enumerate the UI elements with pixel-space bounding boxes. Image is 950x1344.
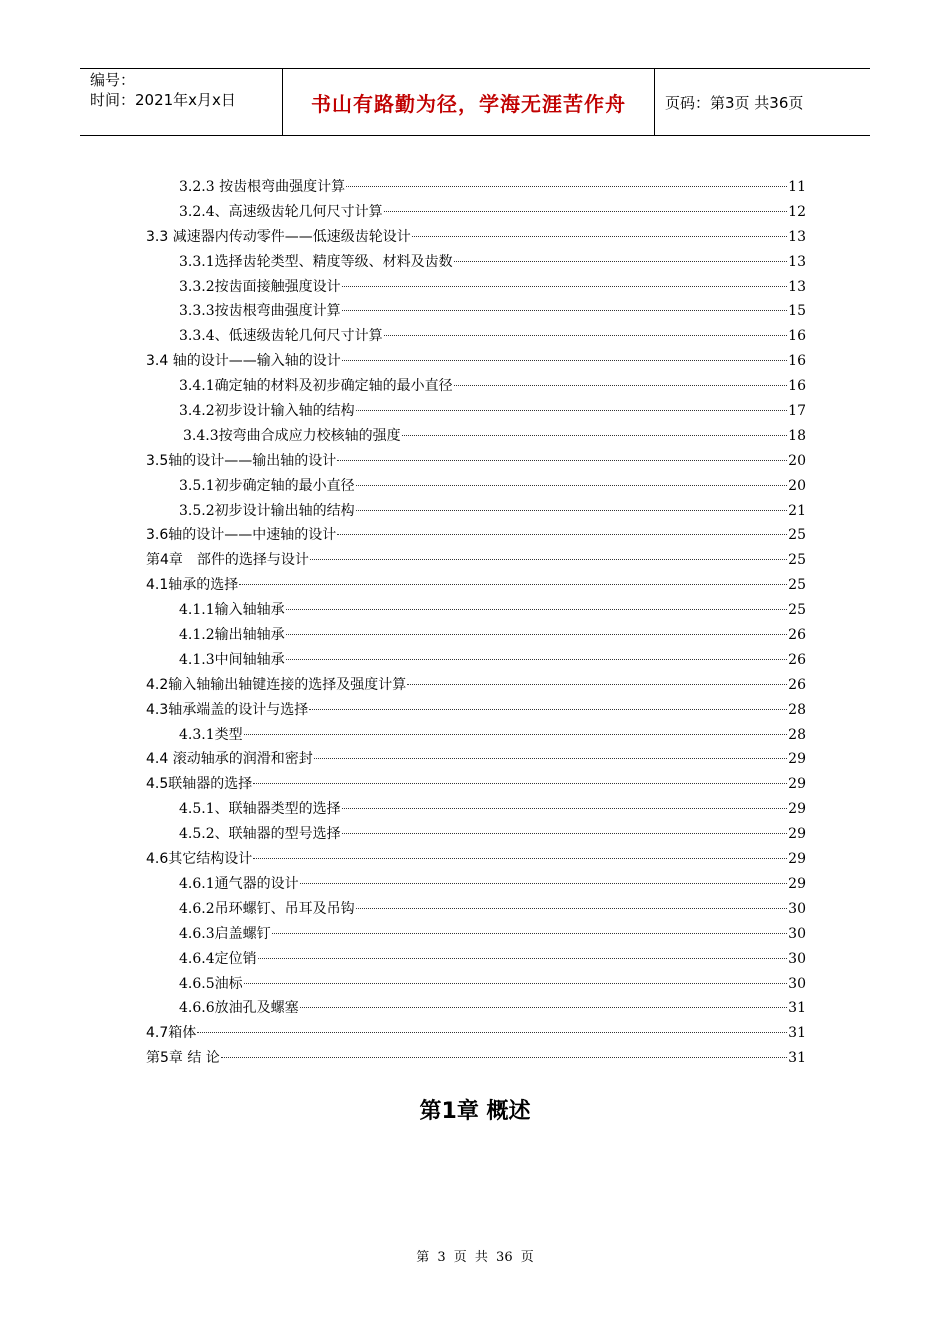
- toc-entry[interactable]: [146, 772, 806, 797]
- toc-entry-page: 31: [788, 1050, 806, 1067]
- toc-entry[interactable]: [146, 175, 806, 200]
- header-motto: 书山有路勤为径，学海无涯苦作舟: [311, 91, 626, 116]
- toc-dot-leader: [221, 1057, 787, 1058]
- toc-entry-title: 4.7箱体: [146, 1025, 197, 1042]
- toc-entry-page: 16: [788, 353, 806, 370]
- header-page-info: 页码：第3页 共36页: [665, 93, 804, 112]
- chapter-heading: 第1章 概述: [419, 1099, 531, 1124]
- toc-dot-leader: [342, 286, 788, 287]
- toc-dot-leader: [310, 559, 787, 560]
- toc-entry-title: 3.6轴的设计——中速轴的设计: [146, 527, 337, 544]
- toc-entry-title: 4.6.2吊环螺钉、吊耳及吊钩: [179, 900, 355, 917]
- toc-dot-leader: [342, 833, 788, 834]
- table-of-contents: [146, 175, 806, 1071]
- toc-entry[interactable]: [146, 548, 806, 573]
- toc-entry-title: 3.4 轴的设计——输入轴的设计: [146, 353, 341, 370]
- toc-entry-page: 18: [788, 427, 806, 444]
- toc-dot-leader: [342, 808, 788, 809]
- toc-entry-title: 3.4.1确定轴的材料及初步确定轴的最小直径: [179, 378, 453, 395]
- toc-entry-title: 4.1.1输入轴轴承: [179, 602, 285, 619]
- toc-entry[interactable]: [146, 648, 806, 673]
- toc-entry[interactable]: [146, 822, 806, 847]
- toc-entry-page: 26: [788, 651, 806, 668]
- toc-entry-page: 31: [788, 1025, 806, 1042]
- toc-entry-page: 16: [788, 378, 806, 395]
- toc-entry-page: 29: [788, 776, 806, 793]
- toc-dot-leader: [244, 983, 788, 984]
- toc-entry-page: 21: [788, 502, 806, 519]
- toc-entry-title: 3.4.2初步设计输入轴的结构: [179, 403, 355, 420]
- toc-entry[interactable]: [146, 474, 806, 499]
- toc-entry-title: 3.3.3按齿根弯曲强度计算: [179, 303, 341, 320]
- toc-entry[interactable]: [146, 324, 806, 349]
- toc-entry[interactable]: [146, 872, 806, 897]
- toc-entry-title: 3.2.3 按齿根弯曲强度计算: [179, 179, 346, 195]
- toc-entry-title: 第5章 结 论: [146, 1050, 220, 1067]
- toc-entry[interactable]: [146, 996, 806, 1021]
- toc-entry-page: 26: [788, 627, 806, 644]
- toc-entry-title: 4.6.6放油孔及螺塞: [179, 1000, 299, 1017]
- toc-entry-title: 第4章 部件的选择与设计: [146, 552, 309, 569]
- toc-entry[interactable]: [146, 747, 806, 772]
- toc-dot-leader: [272, 933, 788, 934]
- toc-entry-page: 25: [788, 602, 806, 619]
- toc-dot-leader: [258, 958, 788, 959]
- toc-entry-page: 11: [788, 179, 806, 195]
- toc-entry-title: 4.5联轴器的选择: [146, 776, 253, 793]
- toc-entry-title: 4.6其它结构设计: [146, 851, 253, 868]
- toc-entry[interactable]: [146, 1021, 806, 1046]
- toc-entry[interactable]: [146, 847, 806, 872]
- toc-entry-title: 4.5.1、联轴器类型的选择: [179, 801, 341, 818]
- toc-dot-leader: [346, 186, 787, 187]
- toc-entry[interactable]: [146, 897, 806, 922]
- toc-entry-title: 4.1轴承的选择: [146, 577, 239, 594]
- toc-dot-leader: [286, 609, 788, 610]
- toc-entry-title: 4.6.1通气器的设计: [179, 875, 299, 892]
- toc-dot-leader: [244, 734, 788, 735]
- toc-entry-page: 16: [788, 328, 806, 345]
- toc-dot-leader: [342, 310, 788, 311]
- toc-entry-title: 3.3.4、低速级齿轮几何尺寸计算: [179, 328, 383, 345]
- toc-dot-leader: [337, 534, 787, 535]
- toc-dot-leader: [300, 883, 788, 884]
- toc-entry-page: 29: [788, 751, 806, 768]
- toc-entry-page: 13: [788, 278, 806, 295]
- toc-dot-leader: [356, 510, 788, 511]
- toc-entry-page: 29: [788, 875, 806, 892]
- toc-dot-leader: [407, 684, 787, 685]
- toc-entry-title: 4.1.2输出轴轴承: [179, 627, 285, 644]
- toc-dot-leader: [384, 335, 788, 336]
- toc-dot-leader: [356, 908, 788, 909]
- toc-entry-title: 4.3轴承端盖的设计与选择: [146, 701, 309, 718]
- toc-entry-page: 13: [788, 253, 806, 270]
- toc-dot-leader: [253, 783, 787, 784]
- toc-entry[interactable]: [146, 225, 806, 250]
- toc-entry-page: 20: [788, 452, 806, 469]
- document-time-label: 时间：2021年x月x日: [90, 91, 236, 109]
- toc-entry-title: 4.2输入轴输出轴键连接的选择及强度计算: [146, 676, 407, 693]
- header-motto-cell: [283, 69, 655, 135]
- toc-dot-leader: [286, 659, 788, 660]
- toc-entry-page: 25: [788, 552, 806, 569]
- toc-dot-leader: [300, 1007, 788, 1008]
- toc-entry-title: 3.5.1初步确定轴的最小直径: [179, 477, 355, 494]
- toc-entry[interactable]: [146, 598, 806, 623]
- toc-entry-title: 3.2.4、高速级齿轮几何尺寸计算: [179, 203, 383, 220]
- toc-entry-title: 4.6.5油标: [179, 975, 243, 992]
- toc-entry[interactable]: [146, 673, 806, 698]
- toc-entry-title: 3.3.1选择齿轮类型、精度等级、材料及齿数: [179, 253, 453, 270]
- toc-entry-page: 29: [788, 851, 806, 868]
- toc-entry-title: 4.6.4定位销: [179, 950, 257, 967]
- toc-dot-leader: [356, 485, 788, 486]
- toc-entry[interactable]: [146, 972, 806, 997]
- toc-entry[interactable]: [146, 299, 806, 324]
- toc-entry-page: 13: [788, 228, 806, 245]
- toc-dot-leader: [337, 460, 787, 461]
- toc-dot-leader: [412, 236, 787, 237]
- toc-dot-leader: [454, 385, 788, 386]
- toc-dot-leader: [253, 858, 787, 859]
- toc-entry[interactable]: [146, 698, 806, 723]
- toc-entry-page: 26: [788, 676, 806, 693]
- toc-entry-page: 12: [788, 203, 806, 220]
- toc-dot-leader: [286, 634, 788, 635]
- toc-entry-page: 25: [788, 527, 806, 544]
- toc-entry-page: 29: [788, 801, 806, 818]
- toc-entry-title: 4.4 滚动轴承的润滑和密封: [146, 751, 313, 768]
- toc-entry[interactable]: [146, 947, 806, 972]
- toc-entry-title: 4.1.3中间轴轴承: [179, 651, 285, 668]
- toc-entry-title: 3.5轴的设计——输出轴的设计: [146, 452, 337, 469]
- toc-entry-page: 31: [788, 1000, 806, 1017]
- toc-entry[interactable]: [146, 424, 806, 449]
- toc-entry[interactable]: [146, 250, 806, 275]
- toc-entry[interactable]: [146, 275, 806, 300]
- toc-entry-page: 30: [788, 950, 806, 967]
- toc-entry-title: 4.6.3启盖螺钉: [179, 925, 271, 942]
- toc-entry-title: 3.3.2按齿面接触强度设计: [179, 278, 341, 295]
- toc-dot-leader: [402, 435, 788, 436]
- toc-entry-page: 28: [788, 726, 806, 743]
- toc-entry-title: 3.4.3按弯曲合成应力校核轴的强度: [183, 427, 401, 444]
- toc-entry[interactable]: [146, 449, 806, 474]
- toc-entry[interactable]: [146, 797, 806, 822]
- toc-entry[interactable]: [146, 573, 806, 598]
- toc-entry-page: 30: [788, 925, 806, 942]
- toc-dot-leader: [356, 410, 788, 411]
- toc-dot-leader: [197, 1032, 787, 1033]
- page-footer: 第 3 页 共 36 页: [416, 1250, 534, 1265]
- toc-entry-page: 30: [788, 975, 806, 992]
- toc-entry-page: 30: [788, 900, 806, 917]
- toc-entry-title: 4.3.1类型: [179, 726, 243, 743]
- toc-entry[interactable]: [146, 200, 806, 225]
- toc-entry[interactable]: [146, 723, 806, 748]
- toc-entry[interactable]: [146, 349, 806, 374]
- page-header: [80, 68, 870, 136]
- toc-entry-page: 29: [788, 826, 806, 843]
- toc-dot-leader: [454, 261, 788, 262]
- toc-entry-page: 17: [788, 403, 806, 420]
- toc-entry[interactable]: [146, 523, 806, 548]
- toc-entry-title: 4.5.2、联轴器的型号选择: [179, 826, 341, 843]
- toc-entry[interactable]: [146, 1046, 806, 1071]
- toc-dot-leader: [314, 758, 787, 759]
- toc-entry[interactable]: [146, 499, 806, 524]
- toc-entry-title: 3.3 减速器内传动零件——低速级齿轮设计: [146, 228, 411, 245]
- toc-entry-page: 20: [788, 477, 806, 494]
- toc-dot-leader: [342, 360, 787, 361]
- toc-entry-page: 15: [788, 303, 806, 320]
- toc-dot-leader: [309, 709, 787, 710]
- header-meta: [80, 69, 283, 135]
- toc-entry-title: 3.5.2初步设计输出轴的结构: [179, 502, 355, 519]
- toc-entry-page: 25: [788, 577, 806, 594]
- document-number-label: 编号：: [90, 71, 136, 89]
- toc-dot-leader: [239, 584, 787, 585]
- toc-dot-leader: [384, 211, 788, 212]
- toc-entry[interactable]: [146, 922, 806, 947]
- toc-entry[interactable]: [146, 399, 806, 424]
- toc-entry-page: 28: [788, 701, 806, 718]
- toc-entry[interactable]: [146, 623, 806, 648]
- toc-entry[interactable]: [146, 374, 806, 399]
